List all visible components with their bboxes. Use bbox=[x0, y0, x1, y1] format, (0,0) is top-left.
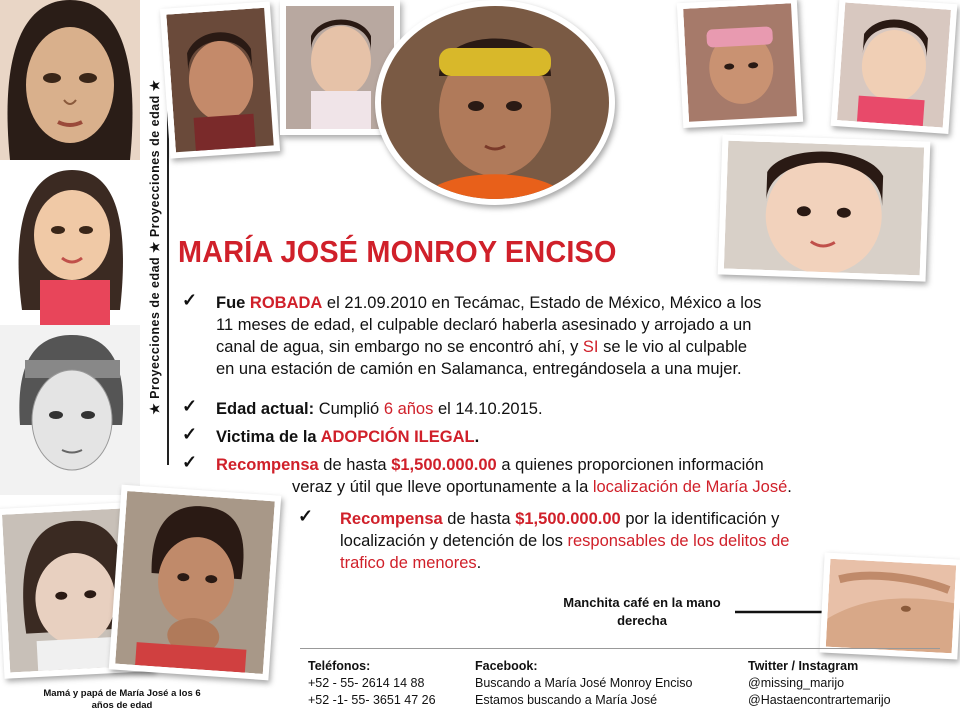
twitter-instagram-block: Twitter / Instagram @missing_marijo @Hastaencontrartemarijo bbox=[748, 659, 891, 707]
projection-sketch-1 bbox=[0, 0, 140, 160]
parents-photo-caption: Mamá y papá de María José a los 6 años de edad bbox=[43, 688, 201, 711]
bullet-current-age: Edad actual: Cumplió 6 años el 14.10.2015. bbox=[216, 400, 543, 418]
photo-right-large bbox=[718, 134, 931, 281]
birthmark-label: Manchita café en la mano derecha bbox=[563, 595, 721, 628]
age-projections-text: ★ Proyecciones de edad ★ Proyecciones de edad ★ bbox=[148, 79, 162, 415]
projection-sketch-3 bbox=[0, 325, 140, 495]
check-icon: ✓ bbox=[182, 396, 198, 416]
check-icon: ✓ bbox=[182, 452, 198, 472]
phone-2: +52 -1- 55- 3651 47 26 bbox=[308, 693, 436, 707]
twitter-handle-1: @missing_marijo bbox=[748, 676, 845, 690]
footer-divider bbox=[300, 648, 940, 649]
check-icon: ✓ bbox=[298, 506, 314, 526]
photo-top-5 bbox=[831, 0, 958, 134]
facebook-page-1: Buscando a María José Monroy Enciso bbox=[475, 676, 693, 690]
facebook-page-2: Estamos buscando a María José bbox=[475, 693, 658, 707]
age-projections-label bbox=[140, 52, 164, 442]
photo-main-oval bbox=[375, 0, 615, 205]
bullet-reward-arrest: Recompensa de hasta $1,500.000.00 por la identificación y localización y detención de los responsables de los delitos de trafico de menores. bbox=[340, 510, 790, 572]
phone-1: +52 - 55- 2614 14 88 bbox=[308, 676, 425, 690]
check-icon: ✓ bbox=[182, 424, 198, 444]
facebook-block: Facebook: Buscando a María José Monroy Enciso Estamos buscando a María José bbox=[475, 659, 693, 707]
check-icon: ✓ bbox=[182, 290, 198, 310]
bullet-abduction: Fue ROBADA el 21.09.2010 en Tecámac, Estado de México, México a los 11 meses de edad, el culpable declaró haberla asesinado y arrojado a un canal de agua, sin embargo no se encontró ahí, y SI se le vio al culpable en una estación de camión en Salamanca, entregándosela a una mujer. bbox=[216, 294, 762, 378]
twitter-handle-2: @Hastaencontrartemarijo bbox=[748, 693, 891, 707]
phones-block: Teléfonos: +52 - 55- 2614 14 88 +52 -1- 55- 3651 47 26 bbox=[308, 659, 436, 707]
photo-hand-birthmark bbox=[819, 552, 960, 659]
projection-sketch-2 bbox=[0, 160, 140, 325]
photo-top-4 bbox=[677, 0, 803, 128]
page-title: MARÍA JOSÉ MONROY ENCISO bbox=[178, 234, 617, 269]
bullet-illegal-adoption: Victima de la ADOPCIÓN ILEGAL. bbox=[216, 428, 480, 446]
photo-top-1 bbox=[160, 1, 280, 158]
bullet-reward-information: Recompensa de hasta $1,500.000.00 a quienes proporcionen información veraz y útil que lleve oportunamente a la localización de María José. bbox=[216, 456, 792, 496]
photo-father-childhood bbox=[109, 485, 282, 681]
